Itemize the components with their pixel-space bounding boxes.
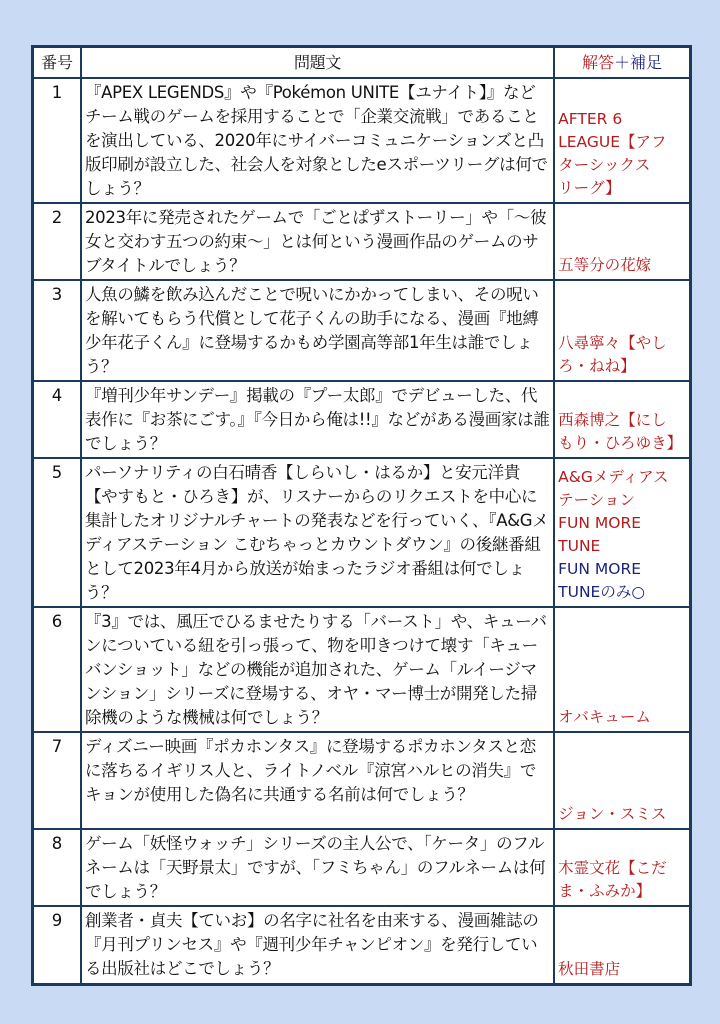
answer-text: FUN MORE [558,514,642,532]
table-row [33,381,691,458]
question-number: 6 [33,607,81,732]
answer-cell [554,78,690,203]
question-number: 8 [33,829,81,906]
answer-cell [554,732,690,829]
answer-text: ターシックス [558,156,651,174]
header-number: 番号 [33,47,81,79]
answer-text: 秋田書店 [558,959,621,978]
answer-cell [554,829,690,906]
answer-text: 五等分の花嫁 [558,256,652,274]
answer-text: AFTER 6 [558,110,623,128]
answer-text: もり・ひろゆき】 [558,434,683,452]
table-row [33,732,691,829]
header-answer [554,47,690,79]
question-number: 4 [33,381,81,458]
answer-text: 西森博之【にし [558,411,667,429]
table-row [33,607,691,732]
quiz-table [31,45,692,986]
answer-cell [554,458,690,607]
answer-text: オバキューム [558,708,651,726]
header-supplement-label: ＋補足 [614,52,663,72]
question-number: 1 [33,78,81,203]
table-row [33,203,691,280]
table-row [33,829,691,906]
table-row [33,78,691,203]
question-number: 9 [33,906,81,984]
question-number: 5 [33,458,81,607]
question-text: 2023年に発売されたゲームで「ごとぱずストーリー」や「～彼女と交わす五つの約束～」とは何という漫画作品のゲームのサブタイトルでしょう？ [81,203,554,280]
answer-text: ま・ふみか】 [558,882,652,900]
answer-cell [554,280,690,381]
question-text: ゲーム「妖怪ウォッチ」シリーズの主人公で、「ケータ」のフルネームは「天野景太」ですが、「フミちゃん」のフルネームは何でしょう？ [81,829,554,906]
question-text: 人魚の鱗を飲み込んだことで呪いにかかってしまい、その呪いを解いてもらう代償として花子くんの助手になる、漫画『地縛少年花子くん』に登場するかもめ学園高等部1年生は誰でしょう？ [81,280,554,381]
answer-text: ジョン・スミス [558,805,667,823]
header-row [33,47,691,79]
question-text: ディズニー映画『ポカホンタス』に登場するポカホンタスと恋に落ちるイギリス人と、ライトノベル『涼宮ハルヒの消失』でキョンが使用した偽名に共通する名前は何でしょう？ [81,732,554,829]
answer-text: TUNE [558,537,601,555]
question-number: 3 [33,280,81,381]
header-question: 問題文 [81,47,554,79]
supplement-text: FUN MORE [558,560,642,578]
answer-text: 木霊文花【こだ [558,859,667,877]
answer-text: テーション [558,491,636,509]
answer-text: リーグ】 [558,179,621,197]
answer-cell [554,381,690,458]
question-text: 『増刊少年サンデー』掲載の『プー太郎』でデビューした、代表作に『お茶にごす。』『今日から俺は!!』などがある漫画家は誰でしょう？ [81,381,554,458]
answer-text: A&Gメディアス [558,468,669,486]
answer-cell [554,607,690,732]
answer-text: 八尋寧々【やし [558,334,667,352]
answer-text: LEAGUE【アフ [558,133,667,151]
table-row [33,906,691,984]
answer-cell [554,906,690,984]
question-text: 『3』では、風圧でひるませたりする「バースト」や、キューバンについている紐を引っ張って、物を叩きつけて壊す「キューバンショット」などの機能が追加された、ゲーム「ルイージマンション」シリーズに登場する、オヤ・マー博士が開発した掃除機のような機械は何でしょう？ [81,607,554,732]
question-number: 2 [33,203,81,280]
answer-text: ろ・ねね】 [558,357,636,375]
question-text: 創業者・貞夫【ていお】の名字に社名を由来する、漫画雑誌の『月刊プリンセス』や『週刊少年チャンピオン』を発行している出版社はどこでしょう？ [81,906,554,984]
supplement-text: TUNEのみ○ [558,583,645,601]
table-row [33,458,691,607]
table-row [33,280,691,381]
header-answer-label: 解答 [582,52,615,72]
answer-cell [554,203,690,280]
question-text: パーソナリティの白石晴香【しらいし・はるか】と安元洋貴【やすもと・ひろき】が、リスナーからのリクエストを中心に集計したオリジナルチャートの発表などを行っていく、『A&Gメディアステーション こむちゃっとカウントダウン』の後継番組として2023年4月から放送が始まったラジオ番組は何でしょう？ [81,458,554,607]
question-text: 『APEX LEGENDS』や『Pokémon UNITE【ユナイト】』などチーム戦のゲームを採用することで「企業交流戦」であることを演出している、2020年にサイバーコミュニケーションズと凸版印刷が設立した、社会人を対象としたeスポーツリーグは何でしょう？ [81,78,554,203]
question-number: 7 [33,732,81,829]
